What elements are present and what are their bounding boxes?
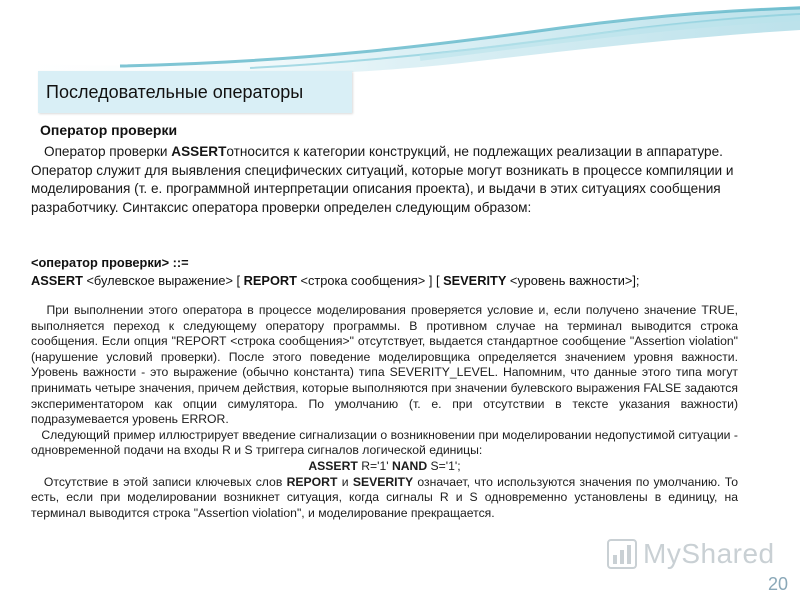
example-end: S='1';	[427, 458, 461, 473]
header-wave-decoration	[0, 0, 800, 80]
logo-text: MyShared	[643, 538, 775, 569]
intro-lead: Оператор проверки	[44, 144, 172, 159]
paragraph-execution-text: При выполнении этого оператора в процессе моделирования проверяется условие и, если получено значение TRUE, выполняется переход к следующему оператору программы. В противном случае на терминал выводится строка сообщения. Если опция "REPORT <строка сообщения>" отсутствует, выдается стандартное сообщение "Assertion violation" (нарушение условий проверки). После этого поведение моделировщика определяется значением уровня важности. Уровень важности - это выражение (обычно константа) типа SEVERITY_LEVEL. Напомним, что данные этого типа могут принимать четыре значения, причем действия, которые выполняются при значении булевского выражения FALSE задаются экспериментатором как опции симулятора. По умолчанию (т. е. при отсутствии в тексте указания важности) подразумевается уровень ERROR.	[31, 303, 738, 427]
syntax-line-1	[31, 254, 751, 272]
syntax-kw-assert: ASSERT	[31, 273, 83, 288]
conclusion-kw-report: REPORT	[286, 474, 338, 489]
watermark-logo	[607, 536, 775, 572]
section-heading: Оператор проверки	[40, 122, 178, 138]
conclusion-a: Отсутствие в этой записи ключевых слов	[43, 474, 287, 489]
syntax-line-2	[31, 272, 751, 290]
body-text	[31, 303, 738, 521]
paragraph-example-intro-text: Следующий пример иллюстрирует введение сигнализации о возникновении при моделировании недопустимой ситуации - одновременной подачи на входы R и S триггера сигналов логической единицы:	[31, 427, 738, 458]
bar-chart-icon	[607, 539, 637, 569]
example-kw-assert: ASSERT	[308, 458, 358, 473]
syntax-part-3: <уровень важности>];	[506, 273, 640, 288]
intro-rest: относится к категории конструкций, не подлежащих реализации в аппаратуре. Оператор служит для выявления специфических ситуаций, которые могут возникать в процессе компиляции и моделирования (т. е. программной интерпретации описания проекта), и выдачи в этих ситуациях сообщения разработчику. Синтаксис оператора проверки определен следующим образом:	[31, 144, 734, 215]
syntax-part-2: <строка сообщения> ] [	[296, 273, 444, 288]
slide-title-text: Последовательные операторы	[46, 81, 304, 102]
paragraph-example-intro	[31, 428, 738, 459]
paragraph-conclusion	[31, 475, 738, 522]
example-mid: R='1'	[357, 458, 392, 473]
example-kw-nand: NAND	[391, 458, 428, 473]
example-code	[31, 459, 738, 475]
conclusion-kw-severity: SEVERITY	[352, 474, 414, 489]
intro-paragraph	[31, 143, 751, 217]
syntax-part-1: <булевское выражение> [	[82, 273, 244, 288]
syntax-block	[31, 254, 751, 290]
syntax-kw-report: REPORT	[243, 273, 297, 288]
slide-title	[38, 71, 352, 113]
page-number: 20	[768, 574, 789, 594]
syntax-kw-severity: SEVERITY	[443, 273, 507, 288]
syntax-definition: <оператор проверки> ::=	[31, 255, 189, 270]
conclusion-b: и	[337, 474, 353, 489]
conclusion-c: означает, что используются значения по умолчанию. То есть, если при моделировании возникнет ситуация, когда сигналы R и S одновременно установлены в единицу, на терминал выводится строка "Assertion violation", и моделирование прекращается.	[31, 474, 738, 520]
paragraph-execution	[31, 303, 738, 428]
intro-keyword-assert: ASSERT	[171, 144, 227, 159]
